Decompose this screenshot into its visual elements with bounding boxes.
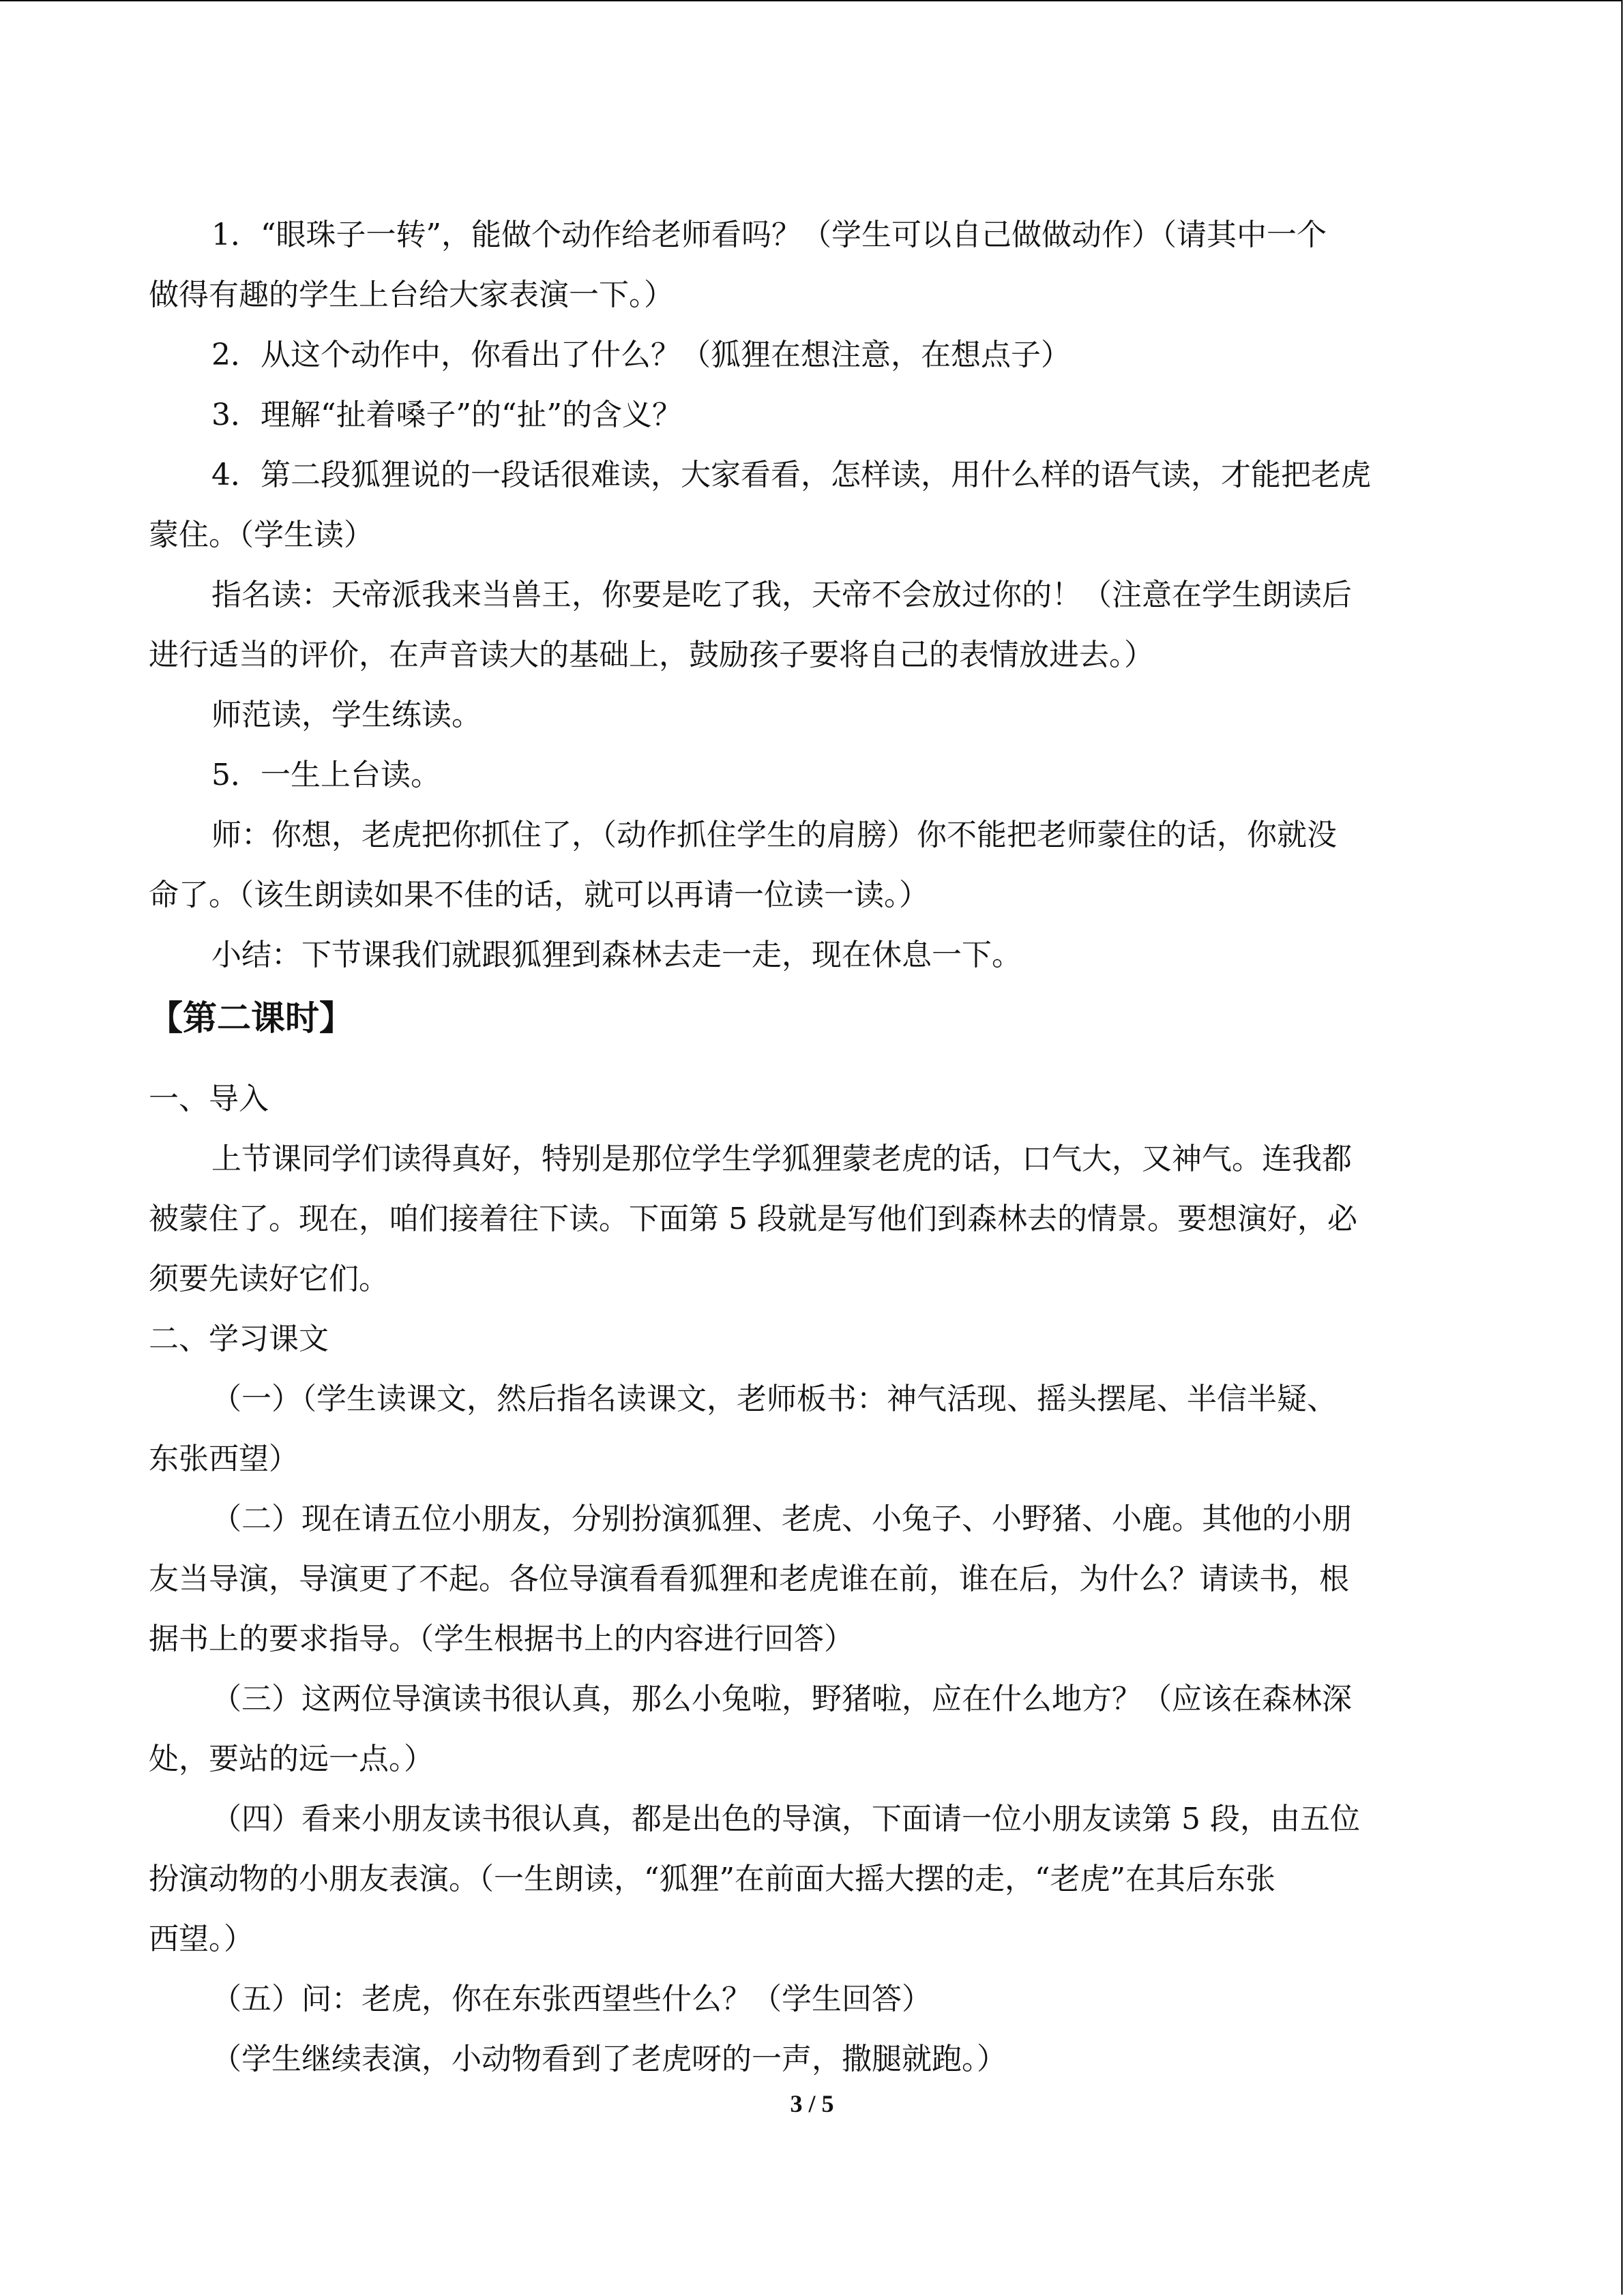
paragraph-2: 2．从这个动作中，你看出了什么？（狐狸在想注意，在想点子） [211,338,1071,372]
paragraph-4-line-2: 蒙住。（学生读） [149,518,374,552]
paragraph-10-line-1: 上节课同学们读得真好，特别是那位学生学狐狸蒙老虎的话，口气大，又神气。连我都 [211,1142,1352,1176]
heading-introduction: 一、导入 [149,1082,269,1116]
paragraph-10-line-3: 须要先读好它们。 [149,1262,389,1296]
paragraph-16: （学生继续表演，小动物看到了老虎呀的一声，撒腿就跑。） [211,2042,1007,2076]
paragraph-12-line-1: （二）现在请五位小朋友，分别扮演狐狸、老虎、小兔子、小野猪、小鹿。其他的小朋 [211,1502,1352,1536]
paragraph-14-line-3: 西望。） [149,1922,254,1956]
paragraph-3: 3．理解“扯着嗓子”的“扯”的含义？ [211,398,682,432]
paragraph-5-line-2: 进行适当的评价，在声音读大的基础上，鼓励孩子要将自己的表情放进去。） [149,638,1154,672]
paragraph-11-line-2: 东张西望） [149,1442,299,1476]
paragraph-4-line-1: 4．第二段狐狸说的一段话很难读，大家看看，怎样读，用什么样的语气读，才能把老虎 [211,458,1371,492]
page-number: 3 / 5 [790,2090,834,2117]
paragraph-15: （五）问：老虎，你在东张西望些什么？（学生回答） [211,1982,932,2016]
paragraph-1-line-2: 做得有趣的学生上台给大家表演一下。） [149,278,674,312]
paragraph-9: 小结：下节课我们就跟狐狸到森林去走一走，现在休息一下。 [211,938,1022,972]
paragraph-7: 5．一生上台读。 [211,758,441,792]
paragraph-14-line-1: （四）看来小朋友读书很认真，都是出色的导演，下面请一位小朋友读第 5 段，由五位 [211,1802,1360,1836]
paragraph-14-line-2: 扮演动物的小朋友表演。（一生朗读，“狐狸”在前面大摇大摆的走，“老虎”在其后东张 [149,1862,1275,1896]
paragraph-1-line-1: 1．“眼珠子一转”，能做个动作给老师看吗？（学生可以自己做做动作）（请其中一个 [211,218,1327,252]
paragraph-8-line-1: 师：你想，老虎把你抓住了，（动作抓住学生的肩膀）你不能把老师蒙住的话，你就没 [211,818,1337,852]
paragraph-12-line-3: 据书上的要求指导。（学生根据书上的内容进行回答） [149,1622,854,1656]
paragraph-5-line-1: 指名读：天帝派我来当兽王，你要是吃了我，天帝不会放过你的！（注意在学生朗读后 [211,578,1352,612]
paragraph-13-line-1: （三）这两位导演读书很认真，那么小兔啦，野猪啦，应在什么地方？（应该在森林深 [211,1682,1352,1716]
paragraph-13-line-2: 处，要站的远一点。） [149,1742,434,1776]
section-title: 【第二课时】 [149,998,353,1038]
paragraph-6: 师范读，学生练读。 [211,698,482,732]
heading-study-text: 二、学习课文 [149,1322,329,1356]
paragraph-12-line-2: 友当导演，导演更了不起。各位导演看看狐狸和老虎谁在前，谁在后，为什么？请读书，根 [149,1562,1349,1596]
paragraph-10-line-2: 被蒙住了。现在，咱们接着往下读。下面第 5 段就是写他们到森林去的情景。要想演好，必 [149,1202,1357,1236]
paragraph-11-line-1: （一）（学生读课文，然后指名读课文，老师板书：神气活现、摇头摆尾、半信半疑、 [211,1382,1337,1416]
paragraph-8-line-2: 命了。（该生朗读如果不佳的话，就可以再请一位读一读。） [149,878,929,912]
